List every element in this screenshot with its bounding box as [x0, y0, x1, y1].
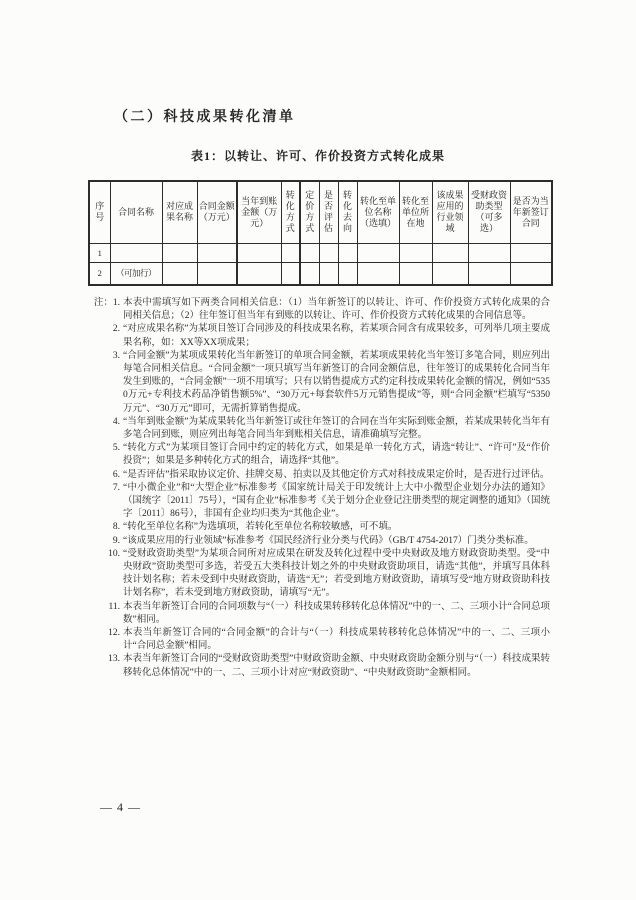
note-item: [92, 521, 550, 534]
table-cell: [281, 243, 300, 262]
table-row: [89, 243, 552, 262]
note-text: 本表当年新签订合同的合同项数与“（一）科技成果转移转化总体情况”中的一、二、三项小计“合同总项数”相同。: [123, 601, 550, 625]
table-cell: [197, 243, 237, 262]
table-cell: [468, 262, 510, 285]
table-cell: [319, 243, 338, 262]
notes-section: [92, 297, 550, 680]
column-header: 序号: [89, 181, 110, 243]
table-cell: [432, 243, 468, 262]
table-cell: [110, 243, 162, 262]
note-text: “中小微企业”和“大型企业”标准参考《国家统计局关于印发统计上大中小微型企业划分办法的通知》（国统字〔2011〕75号），“国有企业”标准参考《关于划分企业登记注册类型的规定调整的通知》（国统字〔2011〕86号），非国有企业均归类为“其他企业”。: [123, 482, 550, 520]
note-item: [92, 350, 550, 416]
note-item: [92, 535, 550, 548]
table-title: 表1：以转让、许可、作价投资方式转化成果: [190, 149, 445, 163]
column-header: 合同金额（万元）: [197, 181, 237, 243]
note-number: 7.: [112, 482, 120, 493]
table-cell: [468, 243, 510, 262]
table-cell: [399, 243, 432, 262]
note-text: “合同金额”为某项成果转化当年新签订的单项合同金额，若某项成果转化当年签订多笔合同，则应列出每笔合同相关信息。“合同金额”一项只填写当年新签订的合同金额信息，往年签订的成果转化合同当年发生到账的，“合同金额”一项不用填写；只有以销售提成方式约定科技成果转化金额的情况，例如“5350万元+专利技术药品净销售额5%”、“30万元+每套软件5万元销售提成”等，则“合同金额”栏填写“5350万元”、“30万元”即可，无需折算销售提成。: [123, 350, 550, 414]
note-text: 本表当年新签订合同的“受财政资助类型”中财政资助金额、中央财政资助金额分别与“（一）科技成果转移转化总体情况”中的一、二、三项小计对应“财政资助”、“中央财政资助”金额相同。: [123, 654, 550, 678]
note-item: [92, 627, 550, 653]
table-cell: [399, 262, 432, 285]
table-cell: [357, 262, 399, 285]
note-text: “是否评估”指采取协议定价、挂牌交易、拍卖以及其他定价方式对科技成果定价时，是否进行过评估。: [123, 469, 550, 480]
note-text: 本表中需填写如下两类合同相关信息：（1）当年新签订的以转让、许可、作价投资方式转化成果的合同相关信息；（2）往年签订但当年有到账的以转让、许可、作价投资方式转化成果的合同信息等。: [123, 298, 550, 322]
note-number: 2.: [112, 324, 120, 335]
table-cell: [281, 262, 300, 285]
conversion-results-table: [88, 180, 553, 286]
table-cell: [162, 262, 197, 285]
table-cell: [338, 262, 357, 285]
column-header: 转化至单位名称（选填）: [357, 181, 399, 243]
note-text: 本表当年新签订合同的“合同金额”的合计与“（一）科技成果转移转化总体情况”中的一、二、三项小计“合同总金额”相同。: [123, 628, 550, 652]
table-cell: [357, 243, 399, 262]
note-text: “该成果应用的行业领域”标准参考《国民经济行业分类与代码》（GB/T 4754-2017）门类分类标准。: [123, 535, 534, 546]
note-number: 13.: [108, 654, 120, 665]
note-number: 9.: [112, 535, 120, 546]
page-number: — 4 —: [100, 800, 141, 814]
column-header: 该成果应用的行业领域: [432, 181, 468, 243]
table-cell: [197, 262, 237, 285]
table-cell: [510, 262, 552, 285]
column-header: 当年到账金额（万元）: [237, 181, 281, 243]
column-header: 对应成果名称: [162, 181, 197, 243]
note-number: 4.: [112, 416, 120, 427]
note-number: 5.: [112, 443, 120, 454]
table-cell: [510, 243, 552, 262]
note-item: [92, 416, 550, 442]
column-header: 是否为当年新签订合同: [510, 181, 552, 243]
column-header: 转化方式: [281, 181, 300, 243]
column-header: 定价方式: [300, 181, 319, 243]
note-number: 6.: [112, 469, 120, 480]
note-text: “受财政资助类型”为某项合同所对应成果在研发及转化过程中受中央财政及地方财政资助类型。受“中央财政”资助类型可多选，若受五大类科技计划之外的中央财政资助项目，请选“其他”，并填写具体科技计划名称；若未受到中央财政资助，请选“无”；若受到地方财政资助，请填写受“地方财政资助科技计划名称”，若未受到地方财政资助，请填写“无”。: [123, 548, 550, 599]
table-cell: 1: [89, 243, 110, 262]
table-cell: [237, 243, 281, 262]
note-item: [92, 653, 550, 679]
table-cell: [300, 243, 319, 262]
column-header: 转化至单位所在地: [399, 181, 432, 243]
table-cell: [338, 243, 357, 262]
note-item: [92, 601, 550, 627]
column-header: 转化去向: [338, 181, 357, 243]
table-header-row: [89, 181, 552, 243]
table-cell: [237, 262, 281, 285]
note-number: 8.: [112, 522, 120, 533]
note-number: 10.: [108, 548, 120, 559]
table-cell: [162, 243, 197, 262]
section-heading: （二）科技成果转化清单: [114, 110, 296, 125]
note-number: 11.: [108, 601, 120, 612]
table-cell: 2: [89, 262, 110, 285]
table-cell: [319, 262, 338, 285]
note-item: [92, 297, 550, 323]
note-number: 3.: [112, 350, 120, 361]
table-row: [89, 262, 552, 285]
note-text: “当年到账金额”为某成果转化当年新签订或往年签订的合同在当年实际到账金额，若某成果转化当年有多笔合同到账，则应列出每笔合同当年到账相关信息，请准确填写完整。: [123, 416, 550, 441]
column-header: 合同名称: [110, 181, 162, 243]
note-item: [92, 548, 550, 601]
note-text: “对应成果名称”为某项目签订合同涉及的科技成果名称，若某项合同含有成果较多，可列举几项主要成果名称，如：XX等XX项成果；: [123, 324, 550, 348]
table-body: [89, 243, 552, 285]
note-number: 12.: [108, 628, 120, 639]
note-text: “转化方式”为某项目签订合同中约定的转化方式，如果是单一转化方式，请选“转让”、“许可”及“作价投资”；如果是多种转化方式的组合，请选择“其他”。: [123, 443, 550, 467]
note-item: [92, 323, 550, 349]
note-number: 注：1.: [93, 298, 120, 308]
column-header: 受财政资助类型（可多选）: [468, 181, 510, 243]
note-item: [92, 482, 550, 522]
table-cell: [300, 262, 319, 285]
table-cell: [432, 262, 468, 285]
table-cell: （可加行）: [110, 262, 162, 285]
note-item: [92, 442, 550, 468]
note-item: [92, 469, 550, 482]
column-header: 是否评估: [319, 181, 338, 243]
notes-list: [92, 297, 550, 680]
note-text: “转化至单位名称”为选填项，若转化至单位名称较敏感，可不填。: [123, 522, 398, 533]
